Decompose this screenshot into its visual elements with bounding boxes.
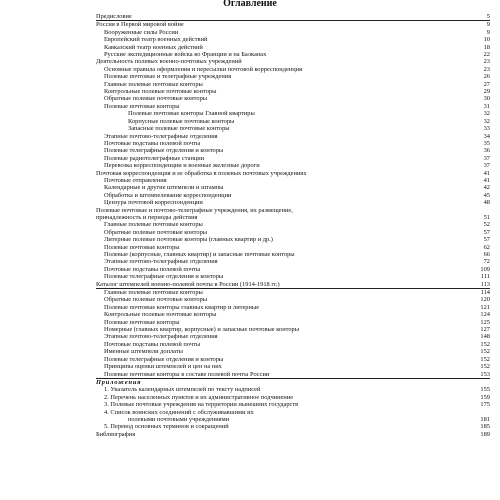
toc-entry-title: Почтовые подставы полевой почты xyxy=(104,265,201,273)
toc-entry xyxy=(96,229,490,236)
toc-page-number: 41 xyxy=(483,176,490,184)
toc-page-number: 152 xyxy=(480,355,490,363)
toc-page-number: 9 xyxy=(486,21,490,29)
toc-entry-title: Каталог штемпелей военно-полевой почты в России (1914-1918 гг.) xyxy=(96,280,280,288)
toc-entry xyxy=(96,356,490,363)
toc-entry-title: Почтовые подставы полевой почты xyxy=(104,139,201,147)
toc-entry-title: Вооруженные силы России xyxy=(104,28,179,36)
toc-entry xyxy=(96,386,490,393)
toc-entry xyxy=(96,333,490,340)
toc-entry xyxy=(96,170,490,177)
toc-entry xyxy=(96,319,490,326)
toc-page-number: 155 xyxy=(480,386,490,394)
toc-entry-title: принадлежность и периоды действия xyxy=(96,213,198,221)
toc-page-number: 27 xyxy=(483,80,490,88)
toc-page-number: 159 xyxy=(480,393,490,401)
toc-entry-title: 5. Перевод основных терминов и сокращений xyxy=(104,423,229,431)
toc-entry-title: Корпусные полевые почтовые конторы xyxy=(128,117,235,125)
toc-page-number: 152 xyxy=(480,363,490,371)
toc-entry-title: Цензура почтовой корреспонденции xyxy=(104,199,203,207)
toc-page-number: 52 xyxy=(483,221,490,229)
toc-entry xyxy=(96,296,490,303)
toc-page-number: 124 xyxy=(480,311,490,319)
toc-page-number: 32 xyxy=(483,117,490,125)
toc-entry xyxy=(96,192,490,199)
toc-entry-title: Обратные полевые почтовые конторы xyxy=(104,95,208,103)
toc-entry xyxy=(96,110,490,117)
toc-entry xyxy=(96,207,490,214)
toc-page-number: 66 xyxy=(483,251,490,258)
toc-entry xyxy=(96,88,490,95)
toc-entry xyxy=(96,326,490,333)
toc-entry-title: Главные полевые почтовые конторы xyxy=(104,80,203,88)
toc-entry xyxy=(96,118,490,125)
toc-entry xyxy=(96,289,490,296)
toc-entry xyxy=(96,416,490,423)
toc-entry xyxy=(96,371,490,379)
toc-entry-title: Полевые почтовые конторы xyxy=(104,243,180,251)
toc-page-number: 37 xyxy=(483,154,490,162)
toc-entry xyxy=(96,81,490,88)
toc-entry-title: Полевые почтовые и почтово-телеграфные учреждения, их размещение, xyxy=(96,206,293,214)
toc-entry xyxy=(96,44,490,51)
toc-entry-title: Полевые (корпусные, главных квартир) и запасные почтовые конторы xyxy=(104,251,295,258)
toc-entry-title: Русские экспедиционные войска во Франции и на Балканах xyxy=(104,51,267,59)
toc-entry-title: Полевые почтовые и телеграфные учреждения xyxy=(104,73,232,81)
toc-page-number: 114 xyxy=(480,289,490,297)
toc-entry xyxy=(96,273,490,280)
toc-page-number: 189 xyxy=(480,430,490,438)
toc-entry-title: Принципы оценки штемпелей и цен на них xyxy=(104,363,222,371)
toc-entry-title: Основные правила оформления и пересылки почтовой корреспонденции xyxy=(104,65,303,73)
toc-page-number: 18 xyxy=(483,43,490,51)
toc-entry xyxy=(96,133,490,140)
toc-entry-title: Календарные и другие штемпели и штампы xyxy=(104,184,224,192)
toc-entry-title: Полевые почтовые конторы Главной квартиры xyxy=(128,110,255,118)
toc-page-number: 37 xyxy=(483,162,490,170)
toc-entry xyxy=(96,66,490,73)
toc-entry-title: Обратные полевые почтовые конторы xyxy=(104,296,208,304)
toc-entry-title: Почтовые отправления xyxy=(104,176,167,184)
toc-entry xyxy=(96,348,490,355)
toc-entry xyxy=(96,423,490,430)
toc-entry-title: Контрольные полевые почтовые конторы xyxy=(104,311,217,319)
toc-entry xyxy=(96,177,490,184)
toc-entry-title: Кавказский театр военных действий xyxy=(104,43,203,51)
toc-entry-title: 3. Полевые почтовые учреждения на территории нынешних государств xyxy=(104,401,299,409)
toc-entry-title: Полевые почтовые конторы xyxy=(104,318,180,326)
toc-entry xyxy=(96,251,490,258)
toc-entry xyxy=(96,266,490,273)
toc-entry-title: Главные полевые почтовые конторы xyxy=(104,289,203,297)
toc-entry-title: Перевозка корреспонденции и военные железные дороги xyxy=(104,162,260,170)
toc-entry xyxy=(96,73,490,80)
toc-entry-title: 1. Указатель календарных штемпелей по тексту надписей xyxy=(104,386,261,394)
toc-entry xyxy=(96,431,490,438)
toc-page-number: 35 xyxy=(483,139,490,147)
toc-page-number: 57 xyxy=(483,228,490,236)
toc-entry-title: Россия в Первой мировой войне xyxy=(96,21,184,29)
toc-entry xyxy=(96,51,490,58)
toc-entry-title: полевыми почтовыми учреждениями xyxy=(128,415,230,423)
table-of-contents xyxy=(96,13,490,438)
toc-page-number: 62 xyxy=(483,243,490,251)
toc-page-number: 109 xyxy=(480,265,490,273)
toc-entry xyxy=(96,13,490,21)
toc-entry-title: Обработка и штемпелевание корреспонденции xyxy=(104,191,232,199)
toc-entry xyxy=(96,147,490,154)
toc-page-number: 32 xyxy=(483,110,490,118)
toc-entry-title: Этапные почтово-телеграфные отделения xyxy=(104,132,218,140)
toc-entry-title: Контрольные полевые почтовые конторы xyxy=(104,88,217,96)
toc-entry xyxy=(96,311,490,318)
toc-entry-title: Литерные полевые почтовые конторы (главных квартир и др.) xyxy=(104,236,273,244)
toc-page-number: 23 xyxy=(483,65,490,73)
toc-page-number: 33 xyxy=(483,125,490,133)
toc-entry-title: Почтовые подставы полевой почты xyxy=(104,340,201,348)
toc-entry xyxy=(96,281,490,289)
toc-entry-title: 4. Список воинских соединений с обслуживавшими их xyxy=(104,408,254,416)
toc-entry xyxy=(96,125,490,132)
toc-page-number: 45 xyxy=(483,191,490,199)
toc-page-number: 10 xyxy=(483,36,490,44)
toc-entry-title: Именные штемпели доплаты xyxy=(104,348,183,356)
toc-entry-title: Этапные почтово-телеграфные отделения xyxy=(104,258,218,266)
toc-entry-title: Европейский театр военных действий xyxy=(104,36,208,44)
toc-entry xyxy=(96,341,490,348)
toc-entry-title: Полевые почтовые конторы xyxy=(104,102,180,110)
toc-entry xyxy=(96,304,490,311)
toc-entry xyxy=(96,409,490,416)
toc-page-number: 30 xyxy=(483,95,490,103)
toc-entry xyxy=(96,184,490,191)
toc-entry-title: Номерные (главных квартир, корпусные) и запасные почтовые конторы xyxy=(104,326,300,334)
toc-entry xyxy=(96,258,490,265)
toc-page-number: 42 xyxy=(483,184,490,192)
toc-page-number: 51 xyxy=(483,213,490,221)
toc-entry xyxy=(96,363,490,370)
toc-page-number: 34 xyxy=(483,132,490,140)
toc-entry-title: Деятельность полевых военно-почтовых учреждений xyxy=(96,58,242,66)
toc-page-number: 111 xyxy=(480,273,490,281)
toc-entry-title: Полевые телеграфные отделения и конторы xyxy=(104,147,224,155)
page-title: Оглавление xyxy=(223,0,277,9)
toc-page-number: 153 xyxy=(480,370,490,378)
toc-page-number: 152 xyxy=(480,348,490,356)
toc-page-number: 5 xyxy=(486,13,490,20)
toc-page-number: 29 xyxy=(483,88,490,96)
toc-page-number: 113 xyxy=(480,280,490,288)
toc-page-number: 31 xyxy=(483,102,490,110)
toc-entry-title: 2. Перечень населенных пунктов и их административное подчинение xyxy=(104,393,294,401)
toc-entry xyxy=(96,21,490,28)
toc-section-heading xyxy=(96,379,490,386)
toc-page-number: 181 xyxy=(480,415,490,423)
toc-entry xyxy=(96,155,490,162)
toc-page-number: 125 xyxy=(480,318,490,326)
toc-entry xyxy=(96,95,490,102)
toc-page-number: 72 xyxy=(483,258,490,266)
toc-entry xyxy=(96,36,490,43)
toc-entry-title: Полевые почтовые конторы в составе полевой почты России xyxy=(104,370,270,378)
toc-entry xyxy=(96,214,490,221)
toc-entry xyxy=(96,58,490,65)
toc-page-number: 23 xyxy=(483,58,490,66)
toc-page-number: 127 xyxy=(480,326,490,334)
toc-page-number: 175 xyxy=(480,401,490,409)
toc-entry-title: Полевые телеграфные отделения и конторы xyxy=(104,355,224,363)
toc-page-number: 22 xyxy=(483,51,490,59)
toc-entry-title: Этапные почтово-телеграфные отделения xyxy=(104,333,218,341)
toc-entry xyxy=(96,103,490,110)
toc-page-number: 36 xyxy=(483,147,490,155)
toc-page-number: 148 xyxy=(480,333,490,341)
toc-page-number: 26 xyxy=(483,73,490,81)
toc-entry xyxy=(96,199,490,206)
toc-page-number: 48 xyxy=(483,199,490,207)
toc-entry xyxy=(96,394,490,401)
toc-page-number: 41 xyxy=(483,169,490,177)
toc-entry-title: Полевые радиотелеграфные станции xyxy=(104,154,205,162)
toc-entry-title: Полевые телеграфные отделения и конторы xyxy=(104,273,224,281)
toc-entry xyxy=(96,162,490,169)
toc-entry-title: Полевые почтовые конторы главных квартир и литерные xyxy=(104,303,260,311)
toc-entry-title: Приложения xyxy=(96,378,142,386)
toc-page-number: 121 xyxy=(480,303,490,311)
toc-entry xyxy=(96,29,490,36)
toc-page-number: 152 xyxy=(480,340,490,348)
toc-entry-title: Почтовая корреспонденция и ее обработка в полевых почтовых учреждениях xyxy=(96,169,307,177)
toc-entry-title: Библиография xyxy=(96,430,136,438)
toc-page-number: 185 xyxy=(480,423,490,431)
toc-entry-title: Обратные полевые почтовые конторы xyxy=(104,228,208,236)
toc-page-number: 9 xyxy=(486,28,490,36)
toc-entry xyxy=(96,244,490,251)
toc-entry xyxy=(96,221,490,228)
toc-entry-title: Главные полевые почтовые конторы xyxy=(104,221,203,229)
toc-entry-title: Запасные полевые почтовые конторы xyxy=(128,125,230,133)
toc-entry xyxy=(96,401,490,408)
toc-entry xyxy=(96,140,490,147)
toc-page-number: 57 xyxy=(483,236,490,244)
toc-entry xyxy=(96,236,490,243)
toc-page-number: 120 xyxy=(480,296,490,304)
toc-entry-title: Предисловие xyxy=(96,13,132,20)
